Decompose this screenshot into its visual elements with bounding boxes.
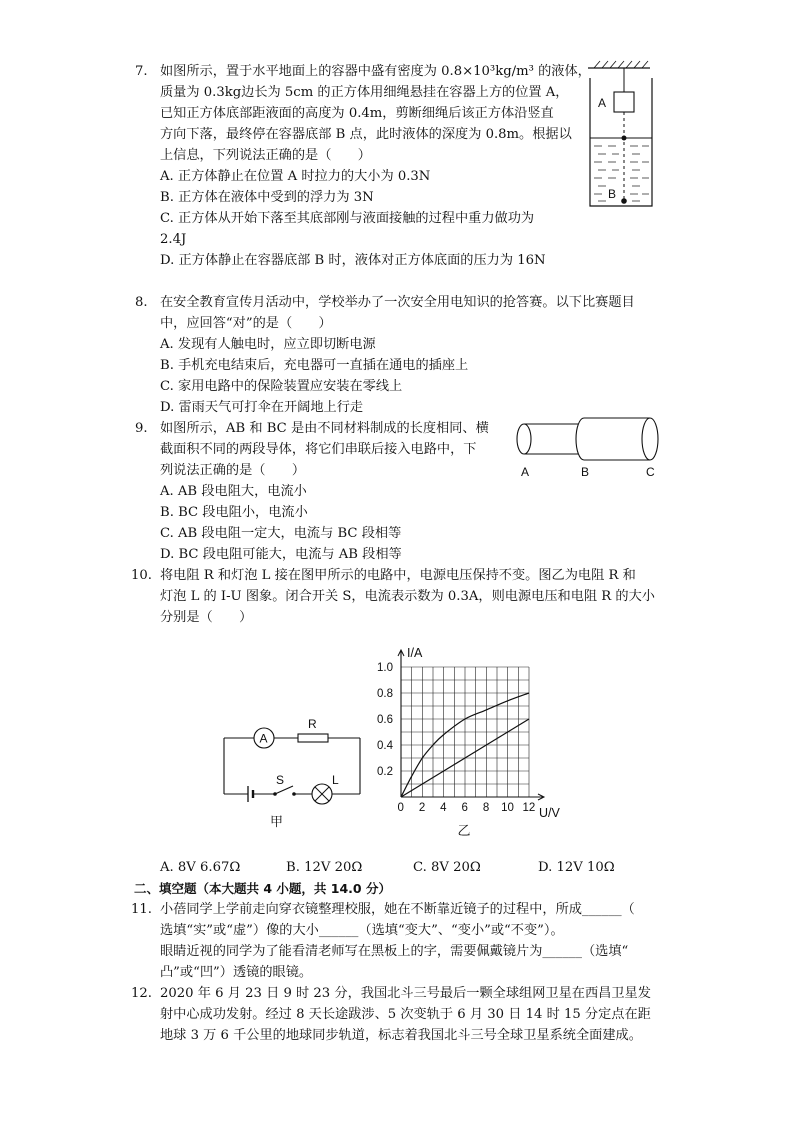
q11-line-3: 眼睛近视的同学为了能看清老师写在黑板上的字，需要佩戴镜片为______（选填“ [160,944,629,959]
q10-line-3: 分别是（ ） [160,610,253,625]
x-tick-label: 6 [461,802,468,814]
q9-option-a: A. AB 段电阻大，电流小 [160,484,307,499]
q11-line-1: 小蓓同学上学前走向穿衣镜整理校服，她在不断靠近镜子的过程中，所成______（ [160,902,635,917]
q10-number: 10. [131,568,152,583]
q7-line-1: 如图所示，置于水平地面上的容器中盛有密度为 0.8×10³kg/m³ 的液体， [160,64,591,79]
section-heading: 二、填空题（本大题共 4 小题，共 14.0 分） [134,881,391,896]
x-tick-label: 10 [501,802,514,814]
circuit-diagram [220,712,370,832]
q10-line-1: 将电阻 R 和灯泡 L 接在图甲所示的电路中，电源电压保持不变。图乙为电阻 R 和 [160,568,636,583]
q7-line-5: 上信息，下列说法正确的是（ ） [160,148,371,163]
x-tick-label: 4 [440,802,447,814]
q8-number: 8. [135,295,148,310]
switch-icon [275,786,293,794]
q7-line-2: 质量为 0.3kg边长为 5cm 的正方体用细绳悬挂在容器上方的位置 A， [160,85,569,100]
chart-y-label: I/A [407,646,423,660]
q7-option-b: B. 正方体在液体中受到的浮力为 3N [160,190,374,205]
q10-option-b: B. 12V 20Ω [286,860,363,875]
q8-option-a: A. 发现有人触电时，应立即切断电源 [160,337,376,352]
y-tick-label: 0.6 [377,714,393,726]
fig-label-b: B [608,187,617,201]
q9-label-a: A [521,465,530,479]
resistor-icon [298,734,328,742]
ammeter-label: A [259,731,268,746]
q7-option-c-cont: 2.4J [160,232,187,247]
q9-line-3: 列说法正确的是（ ） [160,463,306,478]
chart-axes [398,650,544,800]
q7-line-3: 已知正方体底部距液面的高度为 0.4m，剪断细绳后该正方体沿竖直 [160,106,554,121]
q10-line-2: 灯泡 L 的 I-U 图象。闭合开关 S，电流表示数为 0.3A，则电源电压和电阻 R 的大小 [160,589,655,604]
q12-line-1: 2020 年 6 月 23 日 9 时 23 分，我国北斗三号最后一颗全球组网卫星在西昌卫星发 [160,986,651,1001]
q9-label-c: C [646,465,655,479]
circuit-caption: 甲 [270,814,284,829]
x-tick-label: 0 [397,802,404,814]
q9-line-2: 截面积不同的两段导体，将它们串联后接入电路中，下 [160,442,477,457]
q10-option-d: D. 12V 10Ω [538,860,615,875]
q11-line-4: 凸”或“凹”）透镜的眼镜。 [160,965,313,980]
q8-line-2: 中，应回答“对”的是（ ） [160,316,332,331]
iu-chart [370,640,570,840]
resistor-label: R [308,717,317,731]
x-tick-label: 8 [482,802,490,814]
x-tick-label: 2 [418,802,426,814]
chart-caption: 乙 [457,823,471,838]
q12-number: 12. [131,986,152,1001]
fig-label-a: A [598,96,607,110]
q7-option-c: C. 正方体从开始下落至其底部刚与液面接触的过程中重力做功为 [160,211,535,226]
q9-line-1: 如图所示，AB 和 BC 是由不同材料制成的长度相同、横 [160,421,489,436]
q8-option-d: D. 雷雨天气可打伞在开阔地上行走 [160,400,364,415]
q10-option-c: C. 8V 20Ω [413,860,481,875]
y-tick-label: 0.2 [377,766,393,778]
q7-container-figure [586,60,666,208]
q9-number: 9. [135,421,148,436]
q8-line-1: 在安全教育宣传月活动中，学校举办了一次安全用电知识的抢答赛。以下比赛题目 [160,295,635,310]
q12-line-3: 地球 3 万 6 千公里的地球同步轨道，标志着我国北斗三号全球卫星系统全面建成。 [160,1028,642,1043]
q11-line-2: 选填“实”或“虚”）像的大小______（选填“变大”、“变小”或“不变”）。 [160,923,564,938]
switch-label: S [276,773,285,787]
q9-option-b: B. BC 段电阻小，电流小 [160,505,308,520]
y-tick-label: 1.0 [377,662,393,674]
chart-x-label: U/V [539,806,560,820]
q8-option-c: C. 家用电路中的保险装置应安装在零线上 [160,379,403,394]
y-tick-label: 0.4 [377,740,393,752]
q7-option-d: D. 正方体静止在容器底部 B 时，液体对正方体底面的压力为 16N [160,253,546,268]
chart-grid [401,667,529,797]
q10-option-a: A. 8V 6.67Ω [160,860,241,875]
q9-conductor-figure [512,412,662,482]
q7-line-4: 方向下落，最终停在容器底部 B 点，此时液体的深度为 0.8m。根据以 [160,127,572,142]
q9-label-b: B [581,465,590,479]
x-tick-label: 12 [522,802,536,814]
q9-option-c: C. AB 段电阻一定大，电流与 BC 段相等 [160,526,402,541]
q9-option-d: D. BC 段电阻可能大，电流与 AB 段相等 [160,547,402,562]
q8-option-b: B. 手机充电结束后，充电器可一直插在通电的插座上 [160,358,469,373]
q12-line-2: 射中心成功发射。经过 8 天长途跋涉、5 次变轨于 6 月 30 日 14 时 15 分定点在距 [160,1007,651,1022]
q11-number: 11. [131,902,152,917]
lamp-label: L [332,773,339,787]
q7-option-a: A. 正方体静止在位置 A 时拉力的大小为 0.3N [160,169,431,184]
q7-number: 7. [135,64,148,79]
y-tick-label: 0.8 [377,688,393,700]
cube-a [614,92,634,112]
